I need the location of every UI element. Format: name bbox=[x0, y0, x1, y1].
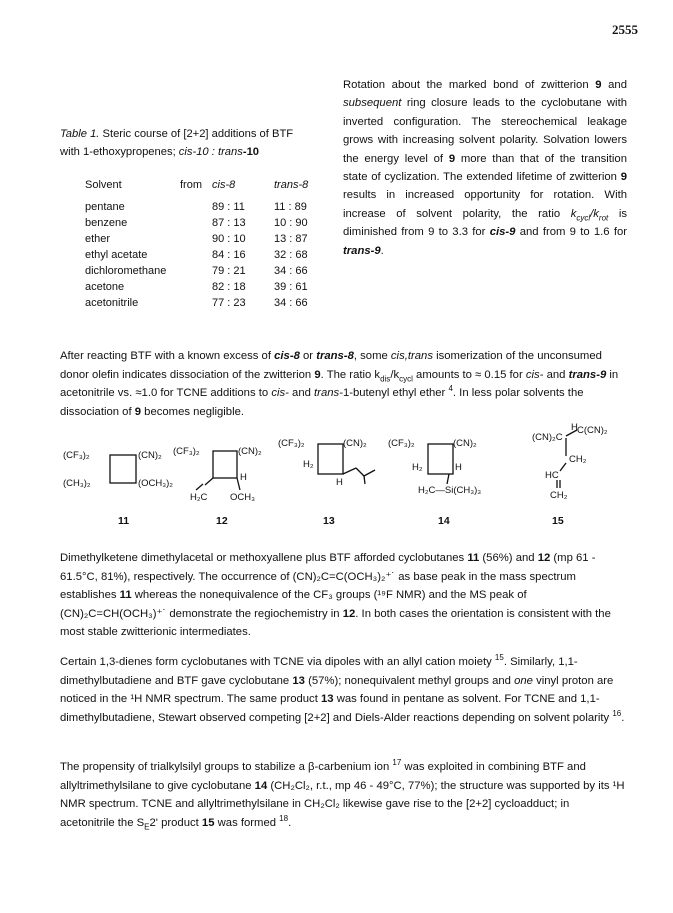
subscript: dis bbox=[380, 373, 391, 383]
struct-text: (CF₃)₂ bbox=[63, 450, 90, 461]
struct-text: (CH₃)₂ bbox=[63, 478, 91, 489]
compound-ref: 11 bbox=[467, 552, 480, 564]
text-run: ring closure leads to the cyclobutane with inverted configuration. The stereochemical leakage grows with increasing solvent polarity. Solvation lowers the energy level of bbox=[343, 97, 627, 165]
citation: 15 bbox=[494, 653, 504, 663]
text-emphasis: cis,trans bbox=[390, 350, 433, 362]
compound-label-12: 12 bbox=[216, 515, 228, 527]
struct-text: H₂ bbox=[412, 462, 423, 473]
table-cell-trans: 11 : 89 bbox=[274, 201, 307, 213]
compound-ref: trans-8 bbox=[316, 350, 354, 362]
rate-ratio: $k_{cycl}/k_{rot}$ bbox=[570, 207, 609, 223]
text-run: 2' product bbox=[149, 816, 199, 829]
struct-text: (CF₃)₂ bbox=[173, 446, 200, 457]
text-run: 1-butenyl ethyl ether bbox=[342, 387, 446, 399]
table-row bbox=[85, 215, 308, 231]
table-caption-text: Steric course of [2+2] additions of BTF with 1-ethoxypropenes; bbox=[60, 128, 294, 158]
compound-ref: 12 bbox=[342, 607, 356, 620]
struct-text: C(CN)₂ bbox=[577, 425, 608, 436]
text-emphasis: cis- bbox=[525, 368, 544, 381]
compound-ref: 12 bbox=[537, 552, 551, 564]
text-run: or bbox=[303, 350, 314, 362]
struct-text: (CN)₂ bbox=[453, 438, 477, 449]
struct-text: (OCH₃)₂ bbox=[138, 478, 173, 489]
text-run: and bbox=[292, 387, 311, 399]
struct-text: (CF₃)₂ bbox=[388, 438, 415, 449]
text-emphasis: subsequent bbox=[343, 97, 402, 110]
compound-ref: 9 bbox=[314, 368, 321, 381]
table-cell-solvent: dichloromethane bbox=[85, 265, 167, 277]
structures-figure bbox=[60, 418, 630, 530]
compound-label-13: 13 bbox=[323, 515, 335, 527]
paragraph-1 bbox=[60, 347, 626, 421]
table-caption-text-2: -10 : bbox=[192, 146, 215, 158]
table-caption-text-3: -10 bbox=[242, 146, 260, 158]
compound-ref: 9 bbox=[134, 405, 142, 418]
compound-ref: 14 bbox=[254, 779, 268, 792]
table-cell-trans: 34 : 66 bbox=[274, 265, 308, 277]
text-run: (CH₂Cl₂, r.t., mp 46 - 49°C, 77%); the structure was supported by its ¹H NMR spectrum. TCNE and allyltrimethylsilane in CH₂Cl₂ likewise gave rise to the [2+2] cycloadduct; in acetonitrile the S bbox=[60, 779, 625, 829]
table-cell-cis: 82 : 18 bbox=[212, 281, 246, 293]
compound-ref: 9 bbox=[620, 171, 627, 184]
table-caption-prefix: Table 1. bbox=[60, 128, 100, 140]
citation: 17 bbox=[392, 758, 402, 768]
subscript: cycl bbox=[399, 373, 413, 383]
text-run: was found in pentane as solvent. For TCNE and 1,1-dimethylbutadiene, Stewart observed competing [2+2] and Diels-Alder reactions depending on solvent polarity bbox=[60, 693, 610, 724]
text-run: The propensity of trialkylsilyl groups to stabilize a β-carbenium ion bbox=[60, 761, 390, 773]
struct-text: (CN)₂ bbox=[343, 438, 367, 449]
text-emphasis: one bbox=[514, 674, 533, 687]
compound-ref: cis-9 bbox=[489, 226, 516, 239]
table-cell-trans: 13 : 87 bbox=[274, 233, 308, 245]
text-emphasis: cis- bbox=[271, 387, 289, 399]
solvent-table bbox=[85, 177, 308, 311]
citation: 16 bbox=[612, 708, 622, 718]
table-cell-cis: 79 : 21 bbox=[212, 265, 246, 277]
text-run: . The ratio k bbox=[320, 368, 381, 381]
table-cell-solvent: benzene bbox=[85, 217, 128, 229]
text-run: . In both cases the orientation is consistent with the most stable zwitterionic intermediates. bbox=[60, 607, 611, 638]
table-header-cis: cis-8 bbox=[212, 179, 236, 191]
data-table bbox=[85, 177, 308, 311]
text-run: After reacting BTF with a known excess of bbox=[60, 350, 271, 362]
struct-text: OCH₃ bbox=[230, 492, 255, 503]
compound-ref: trans-9 bbox=[343, 244, 381, 257]
text-run: , some bbox=[353, 350, 388, 362]
text-run: in acetonitrile vs. ≈1.0 for TCNE additions to bbox=[60, 368, 619, 399]
subscript: E bbox=[144, 821, 150, 831]
table-cell-solvent: acetonitrile bbox=[85, 297, 139, 309]
struct-text: H bbox=[455, 462, 462, 473]
text-run: Rotation about the marked bond of zwitterion bbox=[343, 79, 589, 91]
text-run: . bbox=[288, 816, 292, 829]
cyclobutane-ring-12 bbox=[213, 451, 237, 478]
table-row bbox=[85, 199, 308, 215]
compound-ref: 11 bbox=[119, 589, 132, 601]
table-row bbox=[85, 295, 308, 311]
struct-text: (CN)₂ bbox=[238, 446, 262, 457]
text-run: was exploited in combining BTF and allyltrimethylsilane to give cyclobutane bbox=[60, 761, 586, 792]
vinyl-bond-13 bbox=[343, 468, 356, 474]
text-run: . bbox=[621, 711, 625, 724]
text-run: results in increased opportunity for rotation. With increase of solvent polarity, the ratio bbox=[343, 189, 627, 220]
table-row bbox=[85, 231, 308, 247]
text-run: . bbox=[380, 244, 384, 257]
table-header-trans: trans-8 bbox=[274, 179, 309, 191]
struct-text: H bbox=[571, 422, 578, 433]
compound-label-15: 15 bbox=[552, 515, 564, 527]
struct-text: H₂C—Si(CH₃)₃ bbox=[418, 485, 482, 496]
table-header-from: from bbox=[180, 179, 202, 191]
text-run: whereas the nonequivalence of the CF₃ groups (¹⁹F NMR) and the MS peak of (CN)₂C=CH(OCH₃)⁺˙ demonstrate the regiochemistry in bbox=[60, 589, 527, 620]
struct-text: HC bbox=[545, 470, 559, 481]
table-caption-cis: cis bbox=[178, 146, 193, 158]
table-header-row bbox=[85, 177, 308, 193]
struct-text: CH₂ bbox=[550, 490, 568, 501]
table-caption-trans: trans bbox=[217, 146, 243, 158]
table-cell-trans: 39 : 61 bbox=[274, 281, 308, 293]
paragraph-2 bbox=[60, 549, 626, 642]
right-column-text bbox=[343, 76, 627, 260]
cyclobutane-ring-14 bbox=[428, 444, 453, 474]
text-emphasis: trans- bbox=[314, 387, 343, 399]
table-cell-cis: 89 : 11 bbox=[212, 201, 245, 213]
table-caption bbox=[60, 125, 315, 161]
text-run: Dimethylketene dimethylacetal or methoxyallene plus BTF afforded cyclobutanes bbox=[60, 552, 465, 564]
table-row bbox=[85, 247, 308, 263]
table-cell-cis: 84 : 16 bbox=[212, 249, 246, 261]
table-cell-cis: 77 : 23 bbox=[212, 297, 246, 309]
struct-text: CH₂ bbox=[569, 454, 587, 465]
cyclobutane-ring-13 bbox=[318, 444, 343, 474]
table-row bbox=[85, 263, 308, 279]
table-header-solvent: Solvent bbox=[85, 179, 122, 191]
table-cell-trans: 32 : 68 bbox=[274, 249, 308, 261]
text-run: (57%); nonequivalent methyl groups and bbox=[308, 674, 511, 687]
struct-text: (CF₃)₂ bbox=[278, 438, 305, 449]
table-cell-trans: 10 : 90 bbox=[274, 217, 308, 229]
paragraph-3 bbox=[60, 653, 626, 727]
text-run: isomerization of the unconsumed donor olefin indicates dissociation of the zwitterion bbox=[60, 350, 602, 381]
struct-text: (CN)₂C bbox=[532, 432, 563, 443]
table-cell-solvent: ether bbox=[85, 233, 111, 245]
text-run: and bbox=[608, 79, 627, 91]
exo-bond-12 bbox=[205, 478, 213, 485]
page-number: 2555 bbox=[612, 22, 638, 37]
text-run: becomes negligible. bbox=[144, 405, 245, 418]
citation: 4 bbox=[448, 384, 453, 394]
struct-text: (CN)₂ bbox=[138, 450, 162, 461]
text-run: and from 9 to 1.6 for bbox=[519, 226, 628, 239]
text-run: . In less polar solvents the dissociation of bbox=[60, 387, 584, 418]
text-run: amounts to ≈ 0.15 for bbox=[416, 368, 523, 381]
compound-ref: cis-8 bbox=[274, 350, 300, 362]
compound-ref: 9 bbox=[595, 79, 602, 91]
citation: 18 bbox=[279, 813, 289, 823]
struct-text: H bbox=[336, 477, 343, 488]
text-run: (mp 61 - 61.5°C, 81%), respectively. The occurrence of (CN)₂C=C(OCH₃)₂⁺˙ as base peak in the mass spectrum establishes bbox=[60, 552, 596, 601]
text-run: was formed bbox=[217, 816, 277, 829]
text-run: vinyl proton are noticed in the ¹H NMR spectrum. The same product bbox=[60, 674, 614, 705]
table-cell-solvent: acetone bbox=[85, 281, 125, 293]
table-cell-cis: 87 : 13 bbox=[212, 217, 246, 229]
text-run: /k bbox=[390, 368, 400, 381]
table-row bbox=[85, 279, 308, 295]
compound-ref: 13 bbox=[292, 674, 305, 687]
struct-text: H bbox=[240, 472, 247, 483]
text-run: more than that of the transition state of cyclization. The extended lifetime of zwitterion bbox=[343, 152, 627, 184]
compound-ref: trans-9 bbox=[568, 368, 607, 381]
compound-ref: 15 bbox=[201, 816, 215, 829]
table-cell-solvent: ethyl acetate bbox=[85, 249, 148, 261]
struct-text: H₂ bbox=[303, 459, 314, 470]
paragraph-4 bbox=[60, 758, 626, 832]
table-cell-trans: 34 : 66 bbox=[274, 297, 308, 309]
compound-ref: 9 bbox=[448, 152, 456, 165]
struct-text: H₂C bbox=[190, 492, 208, 503]
text-run: . Similarly, 1,1-dimethylbutadiene and BTF gave cyclobutane bbox=[60, 656, 578, 687]
compound-ref: 13 bbox=[320, 693, 334, 705]
compound-label-14: 14 bbox=[438, 515, 450, 527]
compound-label-11: 11 bbox=[118, 515, 130, 527]
cyclobutane-ring-11 bbox=[110, 455, 136, 483]
text-run: Certain 1,3-dienes form cyclobutanes with TCNE via dipoles with an allyl cation moiety bbox=[60, 656, 492, 668]
text-run: (56%) and bbox=[482, 552, 535, 564]
text-run: and bbox=[546, 368, 566, 381]
table-cell-cis: 90 : 10 bbox=[212, 233, 246, 245]
text-run: is diminished from 9 to 3.3 for bbox=[343, 207, 627, 239]
table-cell-solvent: pentane bbox=[85, 201, 125, 213]
